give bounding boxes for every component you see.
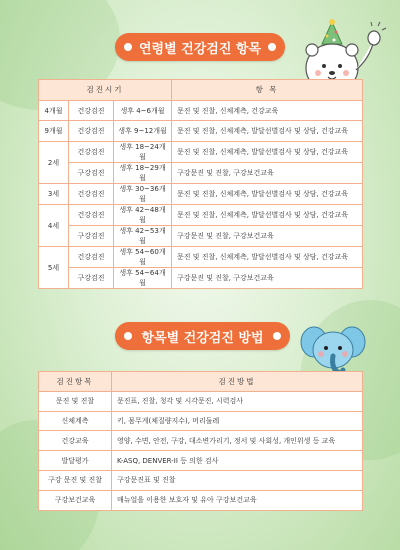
table-row xyxy=(39,247,363,268)
when-cell: 생후 4~6개월 xyxy=(114,100,172,121)
table-row xyxy=(39,490,363,510)
item-cell: 신체계측 xyxy=(39,411,112,431)
method-cell: 구강문진표 및 진찰 xyxy=(112,470,363,490)
table-row xyxy=(39,226,363,247)
age-cell: 5세 xyxy=(39,247,69,289)
age-cell: 4세 xyxy=(39,205,69,247)
items-cell: 구강문진 및 진찰, 구강보건교육 xyxy=(172,226,363,247)
items-cell: 문진 및 진찰, 신체계측, 발달선별검사 및 상담, 건강교육 xyxy=(172,121,363,142)
item-cell: 문진 및 진찰 xyxy=(39,391,112,411)
section1-title-text: 연령별 건강검진 항목 xyxy=(138,41,262,57)
table-row xyxy=(39,451,363,471)
method-cell: K-ASQ, DENVER-II 등 의한 검사 xyxy=(112,451,363,471)
item-cell: 발달평가 xyxy=(39,451,112,471)
age-cell: 2세 xyxy=(39,142,69,184)
header-items: 항 목 xyxy=(172,80,363,101)
item-cell: 건강교육 xyxy=(39,431,112,451)
when-cell: 생후 54~64개월 xyxy=(114,268,172,289)
type-cell: 건강검진 xyxy=(69,121,114,142)
method-cell: 문진표, 진찰, 청각 및 시각문진, 시력검사 xyxy=(112,391,363,411)
when-cell: 생후 54~60개월 xyxy=(114,247,172,268)
items-cell: 구강문진 및 진찰, 구강보건교육 xyxy=(172,163,363,184)
age-schedule-table xyxy=(38,79,363,289)
item-cell: 구강보건교육 xyxy=(39,490,112,510)
table-header-row xyxy=(39,80,363,101)
section2-title-text: 항목별 건강검진 방법 xyxy=(141,330,264,346)
type-cell: 건강검진 xyxy=(69,247,114,268)
table-row xyxy=(39,163,363,184)
table-row xyxy=(39,184,363,205)
items-cell: 문진 및 진찰, 신체계측, 발달선별검사 및 상담, 건강교육 xyxy=(172,184,363,205)
table-row xyxy=(39,100,363,121)
table-row xyxy=(39,431,363,451)
method-cell: 매뉴얼을 이용한 보호자 및 유아 구강보건교육 xyxy=(112,490,363,510)
header-item: 검진항목 xyxy=(39,372,112,392)
table-row xyxy=(39,391,363,411)
elephant-illustration xyxy=(298,322,368,377)
type-cell: 구강검진 xyxy=(69,226,114,247)
table-row xyxy=(39,142,363,163)
type-cell: 건강검진 xyxy=(69,142,114,163)
table-row xyxy=(39,121,363,142)
items-cell: 구강문진 및 진찰, 구강보건교육 xyxy=(172,268,363,289)
when-cell: 생후 30~36개월 xyxy=(114,184,172,205)
method-cell: 영양, 수면, 안전, 구강, 대소변가리기, 정서 및 사회성, 개인위생 등 교육 xyxy=(112,431,363,451)
type-cell: 건강검진 xyxy=(69,100,114,121)
type-cell: 건강검진 xyxy=(69,184,114,205)
when-cell: 생후 18~29개월 xyxy=(114,163,172,184)
method-table xyxy=(38,371,363,511)
table-row xyxy=(39,268,363,289)
items-cell: 문진 및 진찰, 신체계측, 건강교육 xyxy=(172,100,363,121)
method-cell: 키, 몸무게(체질량지수), 머리둘레 xyxy=(112,411,363,431)
age-cell: 4개월 xyxy=(39,100,69,121)
section1-title xyxy=(115,33,285,61)
type-cell: 구강검진 xyxy=(69,163,114,184)
header-period: 검진시기 xyxy=(39,80,172,101)
type-cell: 건강검진 xyxy=(69,205,114,226)
items-cell: 문진 및 진찰, 신체계측, 발달선별검사 및 상담, 건강교육 xyxy=(172,247,363,268)
age-cell: 9개월 xyxy=(39,121,69,142)
when-cell: 생후 18~24개월 xyxy=(114,142,172,163)
age-cell: 3세 xyxy=(39,184,69,205)
table-header-row xyxy=(39,372,363,392)
when-cell: 생후 42~48개월 xyxy=(114,205,172,226)
item-cell: 구강 문진 및 진찰 xyxy=(39,470,112,490)
table-row xyxy=(39,205,363,226)
section2-title xyxy=(115,322,290,350)
items-cell: 문진 및 진찰, 신체계측, 발달선별검사 및 상담, 건강교육 xyxy=(172,205,363,226)
when-cell: 생후 9~12개월 xyxy=(114,121,172,142)
type-cell: 구강검진 xyxy=(69,268,114,289)
header-method: 검진방법 xyxy=(112,372,363,392)
when-cell: 생후 42~53개월 xyxy=(114,226,172,247)
table-row xyxy=(39,411,363,431)
table-row xyxy=(39,470,363,490)
items-cell: 문진 및 진찰, 신체계측, 발달선별검사 및 상담, 건강교육 xyxy=(172,142,363,163)
